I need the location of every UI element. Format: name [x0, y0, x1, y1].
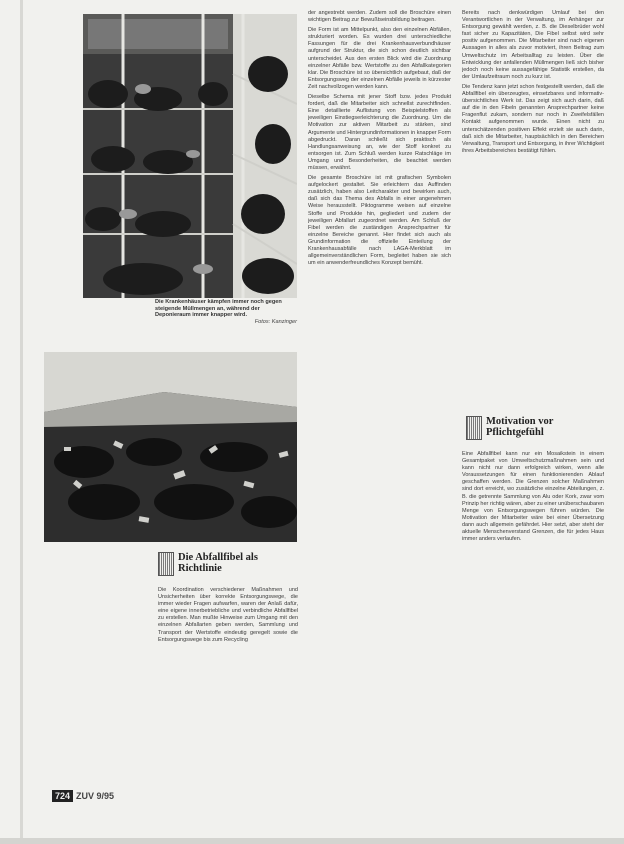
- heading-marker-icon: [158, 552, 174, 576]
- heading-abfallfibel-text: Die Abfallfibel als Richtlinie: [178, 552, 258, 574]
- photo-caption-text: Die Krankenhäuser kämpfen immer noch gegen steigende Müllmengen an, während der Deponieraum immer knapper wird.: [155, 299, 282, 319]
- text-column-1: [158, 587, 298, 752]
- page-binding-edge: [20, 0, 23, 844]
- text-column-2: [308, 10, 451, 766]
- paragraph: Die Tendenz kann jetzt schon festgestellt werden, daß die Abfallfibel ein überzeugtes, einsetzbares und informativ-übersichtliches Werk ist. Das zeigt sich auch darin, daß auf die in den Fibeln genannten Ansprechpartner keine Fragenflut zukam, sondern nur noch in Zweifelsfällen Kontakt aufgenommen wurde. Einen nicht zu unterschätzenden positiven Effekt erzielt sie auch darin, daß sich die Mitarbeiter, hauptsächlich in den Bereichen Verwaltung, Transport und Entsorgung, in ihrer Wichtigkeit ihres Arbeitsbereiches bestätigt fühlen.: [462, 83, 604, 154]
- page-number: 724: [52, 790, 73, 802]
- paragraph: Bereits nach denkwürdigen Umlauf bei den Verantwortlichen in der Verwaltung, im Anhänger zur Entsorgung gewählt werden, z. B. die Dieselbrüder wohl fast sicher zu Kapazitäten, Die Fibel selbst wird sehr positiv aufgenommen. Die Mitarbeiter sind nach eigenen Aussagen in alles als zuvor motiviert, ihren Beitrag zum Umweltschutz im Arbeitsalltag zu leisten. Über die Entwicklung der anfallenden Müllmengen ließ sich bisher jedoch noch keine aussagefähige Statistik erstellen, da der Umlaufzeitraum noch zu kurz ist.: [462, 10, 604, 80]
- paragraph: Die gesamte Broschüre ist mit grafischen Symbolen aufgelockert gestaltet. Sie erleichtern das Auffinden zusätzlich, haben also Leitcharakter und bewirken auch, daß sich das Thema des Abfalls in einer angenehmen Weise herausstellt. Piktogramme weisen auf einzelne Stoffe und Produkte hin, gegliedert und zudem der jeweiligen Abfallart zugeordnet werden. Am Schluß der Fibel werden die zuständigen Ansprechpartner für einzelne Bereiche genannt. Hier findet sich auch als Grundinformation die offizielle Einteilung der Krankenhausabfälle nach LAGA-Merkblatt im allgemeinverständlichen Form, begleitet haben sie sich um ein anwenderfreundliches Konzept bemüht.: [308, 175, 451, 267]
- paragraph: Dieselbe Schema mit jener Stoff bzw. jedes Produkt fordert, daß die Mitarbeiter sich schnellst zurechtfinden. Eine detaillierte Auflistung von Beispielstoffen als jeweiligen Einstiegserleichterung die Zuordnung. Um die Motivation zur aktiven Mitarbeit zu stärken, sind Argumente und Hintergrundinformationen in knapper Form abgedruckt. Daran schließt sich praktisch als Handlungsanweisung an, wie der Stoff konkret zu entsorgen ist. Zum Schluß werden kurze Ratschläge im Umgang und Besonderheiten, die beachtet werden müssen, erwähnt.: [308, 94, 451, 171]
- paragraph: Die Form ist am Mittelpunkt, also den einzelnen Abfällen, strukturiert worden. Es wurden drei unterschiedliche Fassungen für die drei Krankenhausverbundhäuser aufgrund der Struktur, die sich schon deutlich sichtbar unterscheidet. Aus den ersten Blick wird die Zuordnung einzelner Abfälle bzw. Wertstoffe zu den Abfallkategorien klar. Die Broschüre ist so übersichtlich aufgebaut, daß der Entsorgungsweg der einzelnen Abfälle jeweils in kürzester Zeit nachvollzogen werden kann.: [308, 27, 451, 90]
- photo-storage-room: [83, 14, 297, 298]
- heading-marker-icon: [466, 416, 482, 440]
- issue-label: ZUV 9/95: [76, 791, 115, 801]
- heading-abfallfibel: [158, 552, 298, 576]
- paragraph: Die Koordination verschiedener Maßnahmen und Unsicherheiten über korrekte Entsorgungswege, die immer wieder Fragen aufwarfen, waren der Anlaß dafür, eine eigene innerbetriebliche und verbindliche Abfallfibel zu erstellen. Man mußte Hinweise zum Umgang mit den einzelnen Abfallarten geben werden, Sammlung und Transport der Wertstoffe eindeutig geregelt sowie die Entsorgungswege bis zum Recycling: [158, 587, 298, 643]
- page-footer: [52, 791, 114, 801]
- heading-motivation-text: Motivation vor Pflichtgefühl: [486, 416, 554, 438]
- photo-caption: [155, 299, 297, 325]
- heading-motivation: [466, 416, 604, 440]
- photo-credit: Fotos: Kanzinger: [254, 318, 297, 325]
- page-bottom-edge: [0, 838, 624, 844]
- paragraph: Eine Abfallfibel kann nur ein Mosaikstein in einem Gesamtpaket von Umweltschutzmaßnahmen sein und kann nicht nur dann erfolgreich wirken, wenn alle Voraussetzungen für einen funktionierenden Ablauf geschaffen werden. Die Grenzen solcher Maßnahmen sind dort erreicht, wo zusätzliche einzelne Abteilungen, z. B. die getrennte Sammlung von Alu oder Kork, zwar vom Prinzip her richtig wären, aber zu einer unüberschaubaren Menge von Entsorgungswegen führen würden. Die Motivation der Mitarbeiter wäre bei einer Übersetzung dann auch allgemein gefährdet. Hier setzt, aber steht der aktuelle Menschenverstand Grenzen, die für jedes Haus immer anders verlaufen.: [462, 451, 604, 543]
- text-column-3: [462, 10, 604, 400]
- text-column-3b: [462, 451, 604, 751]
- photo-waste-heap: [44, 352, 297, 542]
- paragraph: der angestrebt werden. Zudem soll die Broschüre einen wichtigen Beitrag zur Bewußtseinsbildung beitragen.: [308, 10, 451, 24]
